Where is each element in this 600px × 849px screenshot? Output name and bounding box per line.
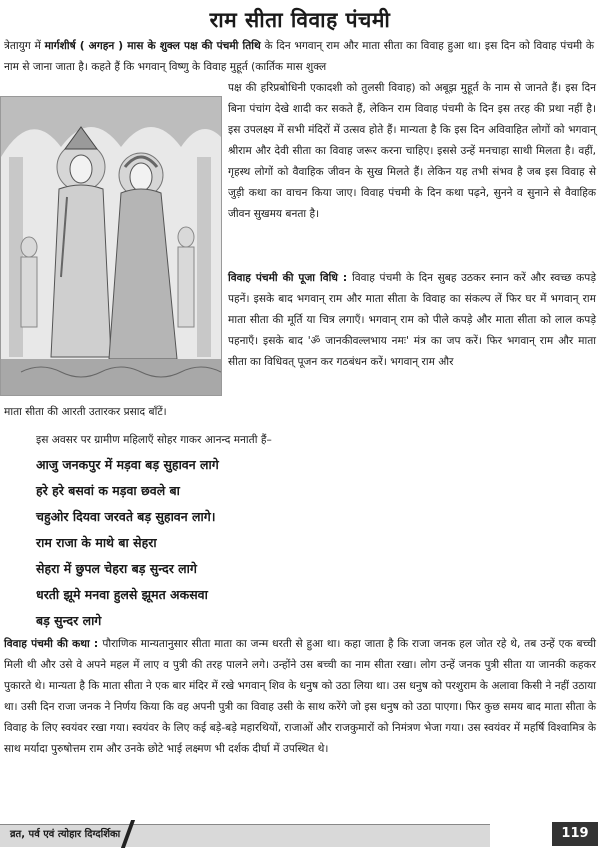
puja-paragraph-tail: माता सीता की आरती उतारकर प्रसाद बाँटें। <box>4 406 167 418</box>
page-footer <box>0 820 600 849</box>
katha-heading: विवाह पंचमी की कथा : <box>4 638 103 650</box>
song-line: सेहरा में छुपल चेहरा बड़ सुन्दर लागे <box>36 561 197 576</box>
page-number: 119 <box>552 822 598 846</box>
rama-sita-illustration <box>0 96 222 396</box>
intro-paragraph <box>4 36 594 78</box>
puja-paragraph <box>228 268 596 373</box>
page-title: राम सीता विवाह पंचमी <box>209 8 391 32</box>
puja-text: विवाह पंचमी के दिन सुबह उठकर स्नान करें और स्वच्छ कपड़े पहनें। इसके बाद भगवान् राम और माता सीता के विवाह का संकल्प लें फिर घर में भगवान् राम माता सीता की मूर्ति या चित्र लगाएँ। भगवान् राम को पीले कपड़े और माता सीता को लाल कपड़े पहनाएँ। इसके बाद 'ॐ जानकीवल्लभाय नमः' मंत्र का जप करें। फिर भगवान् राम और माता सीता का विधिवत् पूजन कर गठबंधन करें। भगवान् राम और <box>228 272 596 368</box>
song-line: चहुओर दियवा जरवते बड़ सुहावन लागे। <box>36 509 216 524</box>
song-line: बड़ सुन्दर लागे <box>36 613 102 628</box>
song-line: हरे हरे बसवां क मड़वा छवले बा <box>36 483 180 498</box>
song-line: आजु जनकपुर में मड़वा बड़ सुहावन लागे <box>36 457 219 472</box>
song-line: राम राजा के माथे बा सेहरा <box>36 535 157 550</box>
sohar-song <box>36 452 486 634</box>
intro-paragraph-continued: पक्ष की हरिप्रबोधिनी एकादशी को तुलसी विवाह) को अबूझ मुहूर्त के नाम से जानते हैं। इस दिन बिना पंचांग देखे शादी कर सकते हैं, लेकिन राम विवाह पंचमी के दिन इस तरह की प्रथा नहीं है। इस उपलक्ष्य में सभी मंदिरों में उत्सव होते हैं। मान्यता है कि इस दिन अविवाहित लोगों को भगवान् श्रीराम और देवी सीता का विवाह जरूर करना चाहिए। इससे उन्हें मनचाहा साथी मिलता है। वहीं, गृहस्थ लोगों को वैवाहिक जीवन के सुख मिलते हैं। लेकिन यह तभी संभव है जब इस विवाह से जुड़ी कथा का वाचन किया जाए। विवाह पंचमी के दिन कथा पढ़ने, सुनने व सुनाने से वैवाहिक जीवन सुखमय बनता है। <box>228 82 596 220</box>
puja-heading: विवाह पंचमी की पूजा विधि : <box>228 272 353 284</box>
rama-sita-wedding-icon <box>1 97 221 395</box>
intro-lead: त्रेतायुग में <box>4 40 45 52</box>
katha-text: पौराणिक मान्यतानुसार सीता माता का जन्म धरती से हुआ था। कहा जाता है कि राजा जनक हल जोत रहे थे, तब उन्हें एक बच्ची मिली थी और उसे वे अपने महल में लाए व पुत्री की तरह पालने लगे। उन्होंने उस बच्ची का नाम सीता रखा। लोग उन्हें जनक पुत्री सीता या जानकी कहकर पुकारते थे। मान्यता है कि माता सीता ने एक बार मंदिर में रखे भगवान् शिव के धनुष को उठा लिया था। उस धनुष को परशुराम के अलावा किसी ने नहीं उठाया था। उसी दिन राजा जनक ने निर्णय किया कि वह अपनी पुत्री का विवाह उसी के साथ करेंगे जो इस धनुष को उठा पाएगा। फिर कुछ समय बाद माता सीता के विवाह के लिए स्वयंवर रखा गया। स्वयंवर के लिए कई बड़े-बड़े महारथियों, राजाओं और राजकुमारों को निमंत्रण भेजा गया। उस स्वयंवर में महर्षि विश्वामित्र के साथ मर्यादा पुरुषोत्तम राम और उनके छोटे भाई लक्ष्मण भी दर्शक दीर्घा में उपस्थित थे। <box>4 638 597 755</box>
intro-bold-date: मार्गशीर्ष ( अगहन ) मास के शुक्ल पक्ष की पंचमी तिथि <box>44 40 261 52</box>
katha-paragraph <box>4 634 596 760</box>
song-intro: इस अवसर पर ग्रामीण महिलाएँ सोहर गाकर आनन्द मनाती हैं– <box>36 434 272 446</box>
song-line: धरती झूमे मनवा हुलसे झूमत अकसवा <box>36 587 208 602</box>
intro-rest: के दिन भगवान् राम और माता सीता का विवाह हुआ था। इस दिन को विवाह पंचमी के नाम से जाना जाता है। कहते हैं कि भगवान् विष्णु के विवाह मुहूर्त (कार्तिक मास शुक्ल <box>4 40 595 73</box>
footer-book-title: व्रत, पर्व एवं त्योहार दिग्दर्शिका <box>10 829 121 840</box>
